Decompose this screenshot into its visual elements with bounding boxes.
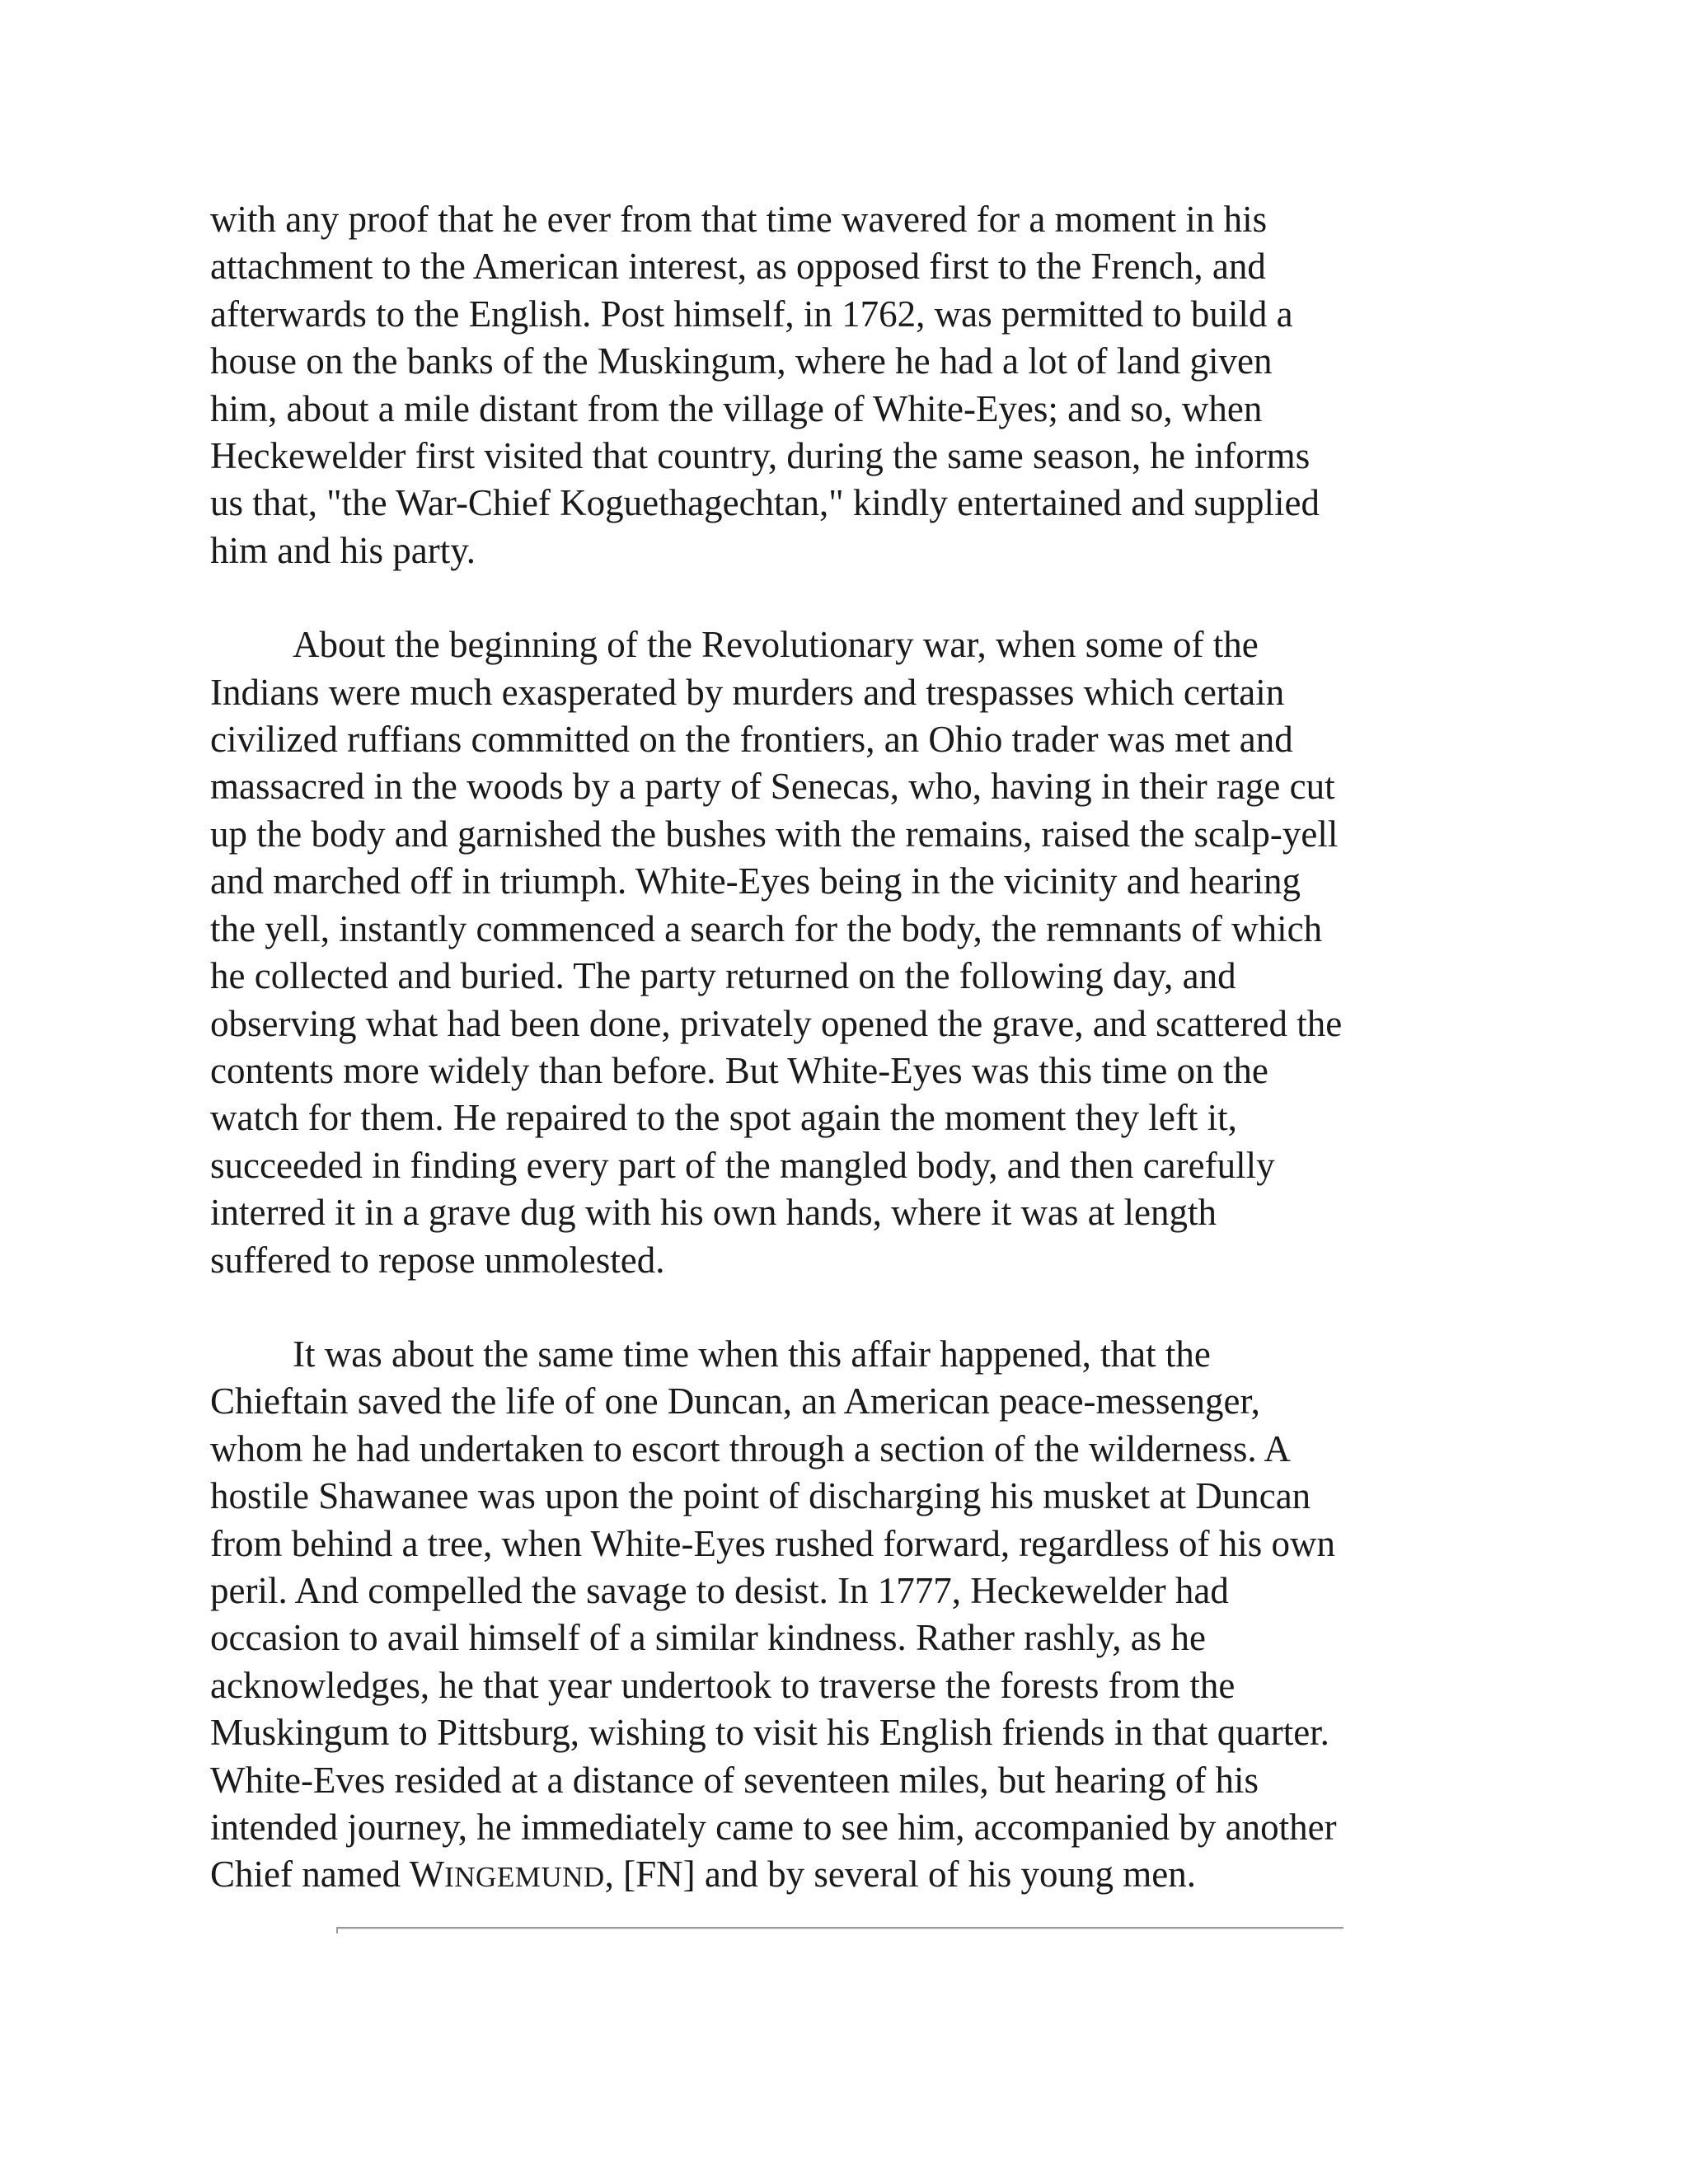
horizontal-rule-tick <box>336 1927 338 1933</box>
text-line: hostile Shawanee was upon the point of discharging his musket at Duncan <box>210 1475 1311 1517</box>
text-line: house on the banks of the Muskingum, where he had a lot of land given <box>210 340 1273 382</box>
text-line: contents more widely than before. But White-Eyes was this time on the <box>210 1049 1268 1091</box>
smallcaps-name: INGEMUND <box>444 1861 605 1894</box>
text-line: massacred in the woods by a party of Senecas, who, having in their rage cut <box>210 766 1335 808</box>
paragraph-3 <box>210 1331 1496 1901</box>
text-line: Heckewelder first visited that country, during the same season, he informs <box>210 435 1311 477</box>
text-line: succeeded in finding every part of the mangled body, and then carefully <box>210 1144 1275 1186</box>
text-line: whom he had undertaken to escort through a section of the wilderness. A <box>210 1427 1291 1469</box>
document-page <box>210 196 1496 1948</box>
text-line: Chieftain saved the life of one Duncan, an American peace-messenger, <box>210 1380 1260 1422</box>
text-line: us that, "the War-Chief Koguethagechtan," kindly entertained and supplied <box>210 482 1320 524</box>
text-line: Indians were much exasperated by murders and trespasses which certain <box>210 671 1285 713</box>
text-line: peril. And compelled the savage to desist. In 1777, Heckewelder had <box>210 1569 1229 1611</box>
text-line: White-Eves resided at a distance of seventeen miles, but hearing of his <box>210 1759 1259 1801</box>
smallcaps-initial: W <box>409 1854 445 1896</box>
text-line: About the beginning of the Revolutionary war, when some of the <box>293 624 1259 666</box>
text-fragment: , [FN] and by several of his young men. <box>604 1854 1197 1896</box>
text-line: and marched off in triumph. White-Eyes being in the vicinity and hearing <box>210 860 1301 902</box>
text-line: acknowledges, he that year undertook to traverse the forests from the <box>210 1664 1236 1706</box>
text-line: watch for them. He repaired to the spot again the moment they left it, <box>210 1097 1237 1139</box>
text-line: observing what had been done, privately opened the grave, and scattered the <box>210 1002 1343 1044</box>
text-line: he collected and buried. The party returned on the following day, and <box>210 955 1236 997</box>
text-line: him, about a mile distant from the village of White-Eyes; and so, when <box>210 387 1263 429</box>
text-line-last <box>210 1851 1496 1900</box>
horizontal-rule <box>336 1927 1343 1929</box>
text-line: suffered to repose unmolested. <box>210 1239 665 1281</box>
text-line: up the body and garnished the bushes with the remains, raised the scalp-yell <box>210 813 1339 855</box>
text-line: intended journey, he immediately came to see him, accompanied by another <box>210 1807 1337 1848</box>
text-line: attachment to the American interest, as opposed first to the French, and <box>210 246 1266 288</box>
text-line: with any proof that he ever from that time wavered for a moment in his <box>210 199 1268 240</box>
text-line: occasion to avail himself of a similar kindness. Rather rashly, as he <box>210 1617 1207 1659</box>
text-fragment: Chief named <box>210 1854 410 1896</box>
text-line: Muskingum to Pittsburg, wishing to visit his English friends in that quarter. <box>210 1712 1329 1754</box>
text-line: the yell, instantly commenced a search for the body, the remnants of which <box>210 907 1323 949</box>
text-line: afterwards to the English. Post himself, in 1762, was permitted to build a <box>210 293 1293 335</box>
text-line: him and his party. <box>210 529 476 571</box>
text-line: interred it in a grave dug with his own hands, where it was at length <box>210 1192 1217 1234</box>
text-line: from behind a tree, when White-Eyes rushed forward, regardless of his own <box>210 1522 1335 1564</box>
text-line: It was about the same time when this affair happened, that the <box>293 1333 1211 1375</box>
text-line: civilized ruffians committed on the frontiers, an Ohio trader was met and <box>210 719 1293 761</box>
paragraph-1 <box>210 196 1496 574</box>
paragraph-2 <box>210 621 1496 1284</box>
